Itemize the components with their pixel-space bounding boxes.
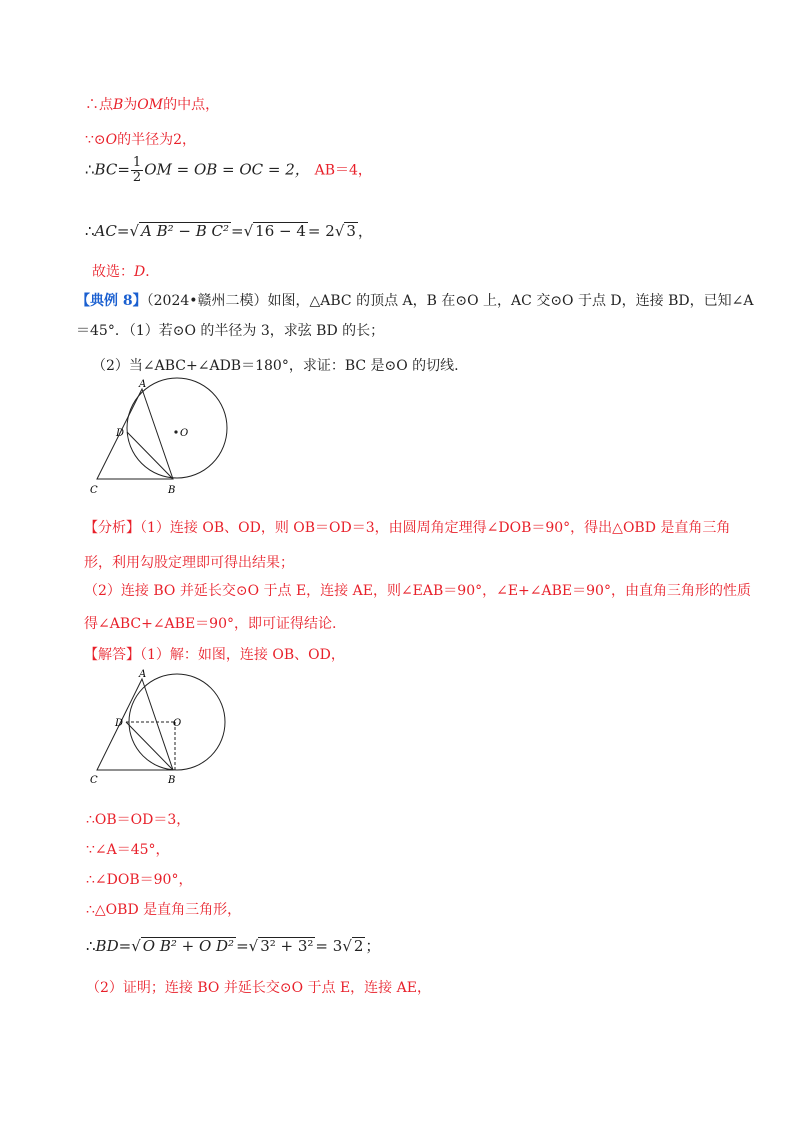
analysis-line-1: 【分析】（1）连接 OB、OD，则 OB＝OD＝3，由圆周角定理得∠DOB＝90°，得出△OBD 是直角三角 [84, 520, 731, 536]
answer-line-1: 【解答】（1）解：如图，连接 OB、OD， [84, 647, 345, 663]
step-angle-dob: ∴∠DOB＝90°， [86, 872, 193, 888]
center-dot [174, 430, 177, 433]
line-bd-equation: ∴BD=√ O B² + O D² =√ 3² + 3² = 3√ 2 ； [86, 937, 381, 955]
label-d: D [116, 428, 125, 439]
fraction-half: $\frac{1}{2}$ [132, 155, 142, 185]
label-b-2: B [168, 775, 176, 786]
figure-solution [80, 665, 240, 795]
label-o: O [180, 428, 189, 439]
segment-bd-2 [126, 722, 173, 770]
analysis-line-4: 得∠ABC+∠ABE＝90°，即可证得结论. [84, 616, 337, 632]
example-line-1: 【典例 8】（2024•赣州二模）如图，△ABC 的顶点 A，B 在⊙O 上，AC 交⊙O 于点 D，连接 BD，已知∠A [76, 293, 754, 309]
step-right-triangle: ∴△OBD 是直角三角形， [86, 902, 242, 918]
circle-o [127, 378, 227, 478]
triangle-abc [97, 389, 173, 479]
line-ac-equation: ∴AC=√ A B² − B C² =√ 16 − 4 = 2√ 3 ， [85, 222, 373, 240]
label-d-2: D [115, 718, 124, 729]
analysis-line-2: 形，利用勾股定理即可得出结果； [84, 555, 294, 571]
example-line-2: ＝45°．（1）若⊙O 的半径为 3，求弦 BD 的长； [76, 323, 385, 339]
line-radius-2: ∵⊙O的半径为2， [85, 132, 197, 148]
example-tag: 【典例 8】 [76, 293, 147, 309]
label-c: C [90, 485, 98, 496]
proof-line: （2）证明；连接 BO 并延长交⊙O 于点 E，连接 AE， [86, 980, 431, 996]
segment-bd [127, 432, 173, 479]
line-b-midpoint: ∴点B为OM的中点， [85, 97, 220, 113]
analysis-line-3: （2）连接 BO 并延长交⊙O 于点 E，连接 AE，则∠EAB＝90°，∠E+∠ABE＝90°，由直角三角形的性质 [84, 583, 751, 599]
figure-circle-triangle [80, 375, 240, 505]
example-line-3: （2）当∠ABC+∠ADB＝180°，求证：BC 是⊙O 的切线. [92, 358, 459, 374]
line-choose-d: 故选：D． [92, 264, 160, 280]
step-ob-od: ∴OB＝OD＝3， [86, 812, 191, 828]
label-c-2: C [90, 775, 98, 786]
analysis-tag: 【分析】 [84, 520, 140, 536]
line-bc-equation: ∴BC= $\frac{1}{2}$ OM = OB = OC = 2， AB＝4， [85, 155, 372, 185]
triangle-abc-2 [97, 679, 173, 770]
label-a-2: A [139, 669, 147, 680]
label-a: A [139, 379, 147, 390]
step-angle-a: ∵∠A＝45°， [86, 842, 170, 858]
label-o-2: O [173, 718, 182, 729]
answer-tag: 【解答】 [84, 647, 140, 663]
label-b: B [168, 485, 176, 496]
